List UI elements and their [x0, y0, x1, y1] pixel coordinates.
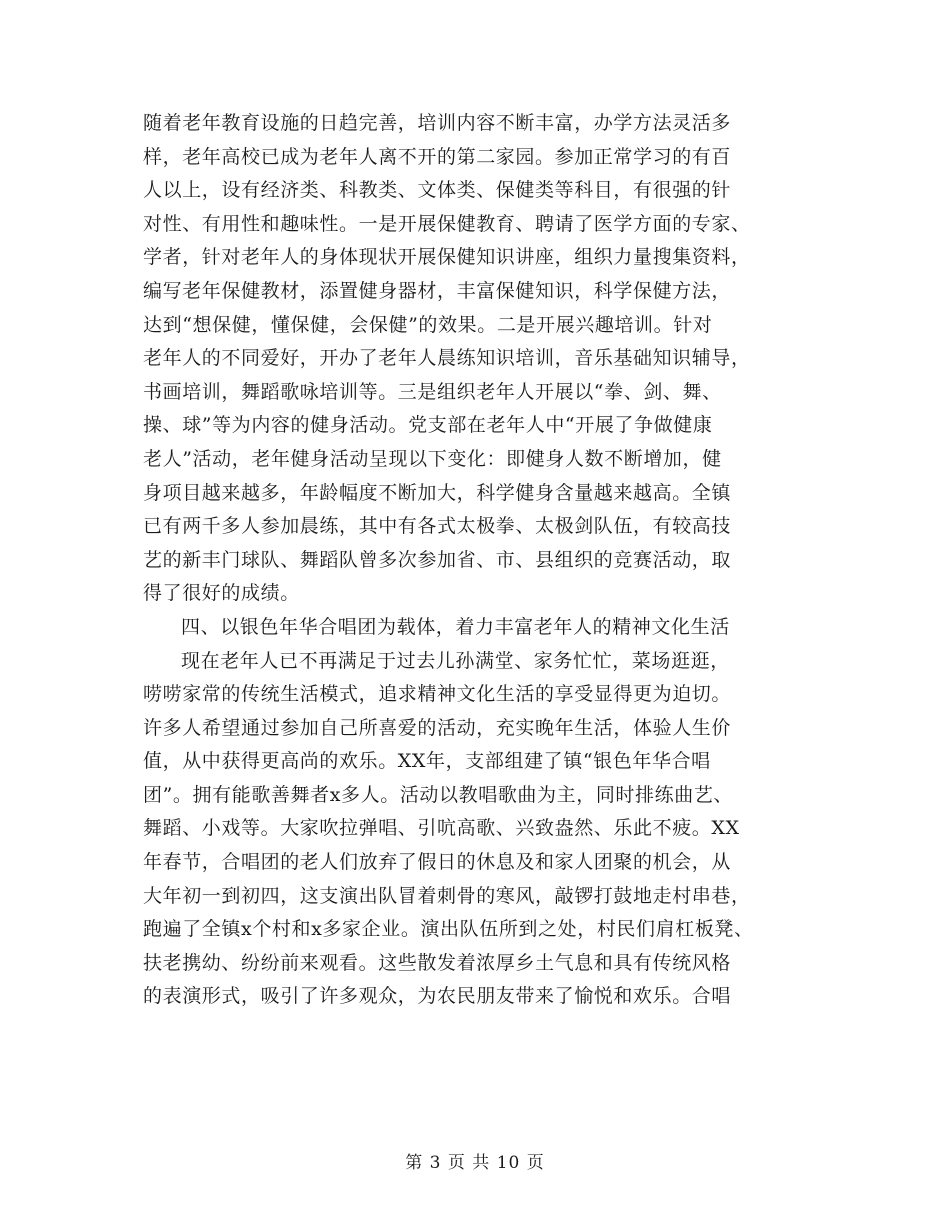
page-number-footer: 第 3 页 共 10 页	[405, 1153, 545, 1173]
text-line: 身项目越来越多，年龄幅度不断加大，科学健身含量越来越高。全镇	[143, 481, 732, 504]
text-line: 的表演形式，吸引了许多观众，为农民朋友带来了愉悦和欢乐。合唱	[143, 985, 732, 1008]
text-line: 书画培训，舞蹈歌咏培训等。三是组织老年人开展以“拳、剑、舞、	[143, 380, 722, 403]
text-line: 值，从中获得更高尚的欢乐。XX年，支部组建了镇“银色年华合唱	[143, 750, 711, 773]
text-line: 老年人的不同爱好，开办了老年人晨练知识培训，音乐基础知识辅导，	[143, 347, 751, 370]
text-line: 人以上，设有经济类、科教类、文体类、保健类等科目，有很强的针	[143, 179, 732, 202]
text-line: 跑遍了全镇x个村和x多家企业。演出队伍所到之处，村民们肩杠板凳、	[143, 918, 754, 941]
text-line: 唠唠家常的传统生活模式，追求精神文化生活的享受显得更为迫切。	[143, 683, 732, 706]
text-line: 老人”活动，老年健身活动呈现以下变化：即健身人数不断增加，健	[143, 447, 722, 470]
text-line: 现在老年人已不再满足于过去儿孙满堂、家务忙忙，菜场逛逛，	[181, 649, 730, 672]
text-line: 舞蹈、小戏等。大家吹拉弹唱、引吭高歌、兴致盎然、乐此不疲。XX	[143, 817, 740, 840]
text-line: 许多人希望通过参加自己所喜爱的活动，充实晚年生活，体验人生价	[143, 716, 732, 739]
text-line: 随着老年教育设施的日趋完善，培训内容不断丰富，办学方法灵活多	[143, 112, 732, 134]
text-line: 扶老携幼、纷纷前来观看。这些散发着浓厚乡土气息和具有传统风格	[143, 951, 732, 974]
text-line: 编写老年保健教材，添置健身器材，丰富保健知识，科学保健方法，	[143, 279, 732, 302]
text-line: 团”。拥有能歌善舞者x多人。活动以教唱歌曲为主，同时排练曲艺、	[143, 783, 734, 806]
text-line: 艺的新丰门球队、舞蹈队曾多次参加省、市、县组织的竞赛活动，取	[143, 548, 732, 571]
text-line: 学者，针对老年人的身体现状开展保健知识讲座，组织力量搜集资料，	[143, 246, 751, 269]
text-line: 对性、有用性和趣味性。一是开展保健教育、聘请了医学方面的专家、	[143, 212, 751, 235]
body-text	[143, 107, 833, 1014]
text-line: 得了很好的成绩。	[143, 582, 300, 605]
text-line: 年春节，合唱团的老人们放弃了假日的休息及和家人团聚的机会，从	[143, 851, 732, 874]
text-line: 已有两千多人参加晨练，其中有各式太极拳、太极剑队伍，有较高技	[143, 515, 732, 538]
text-line: 四、以银色年华合唱团为载体，着力丰富老年人的精神文化生活	[181, 615, 730, 638]
text-line: 达到“想保健，懂保健，会保健”的效果。二是开展兴趣培训。针对	[143, 313, 713, 336]
text-line: 操、球”等为内容的健身活动。党支部在老年人中“开展了争做健康	[143, 414, 713, 437]
text-line: 样，老年高校已成为老年人离不开的第二家园。参加正常学习的有百	[143, 145, 732, 168]
text-line: 大年初一到初四，这支演出队冒着刺骨的寒风，敲锣打鼓地走村串巷，	[143, 884, 751, 907]
